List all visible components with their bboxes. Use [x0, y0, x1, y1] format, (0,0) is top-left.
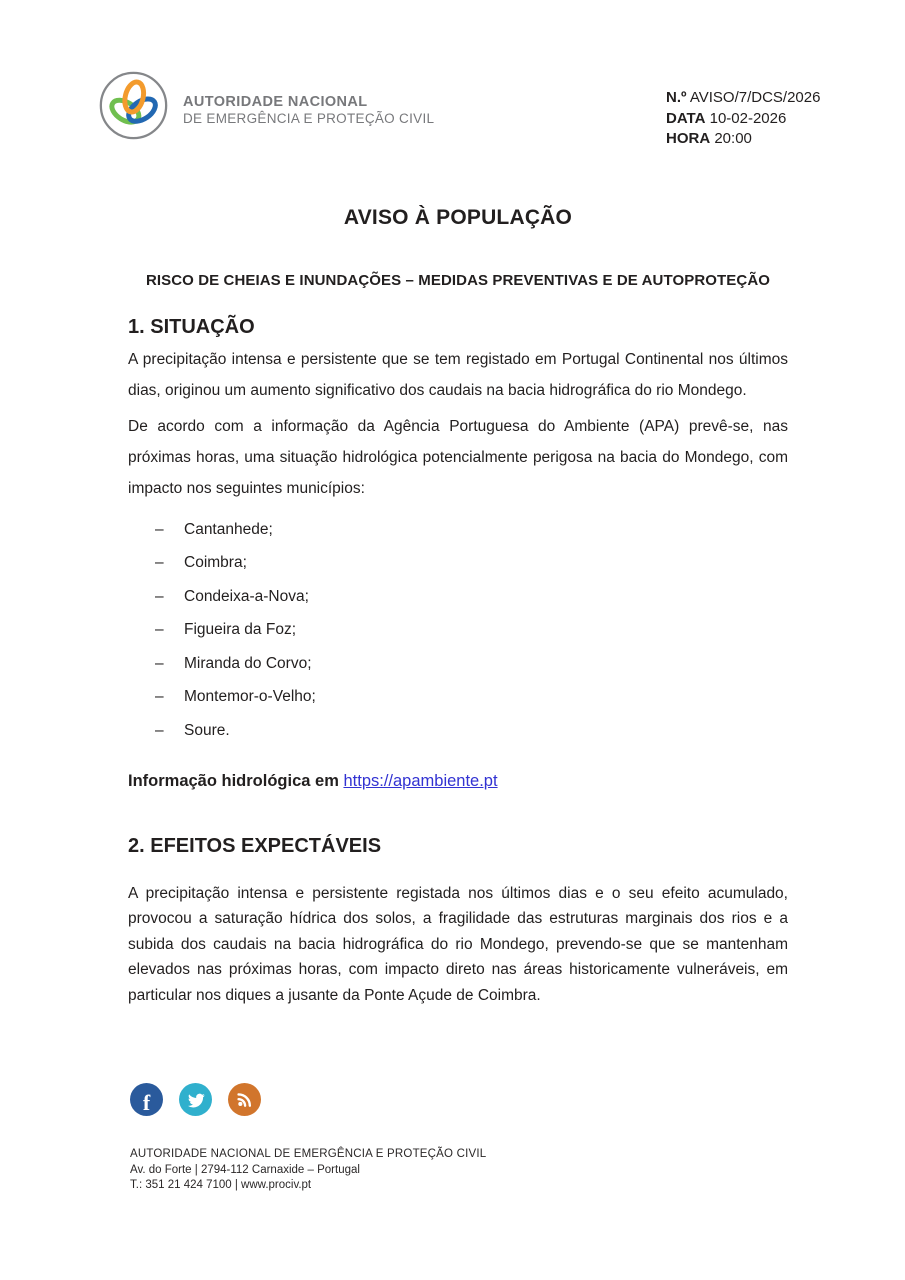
footer-contact: T.: 351 21 424 7100 | www.prociv.pt	[130, 1179, 312, 1191]
anepc-trefoil-icon	[98, 70, 169, 141]
twitter-bird-glyph	[186, 1090, 206, 1110]
dash-bullet: –	[155, 587, 164, 605]
meta-date-row	[666, 109, 820, 130]
list-item	[155, 647, 788, 681]
doc-subtitle: RISCO DE CHEIAS E INUNDAÇÕES – MEDIDAS PREVENTIVAS E DE AUTOPROTEÇÃO	[145, 272, 771, 289]
meta-number-value: AVISO/7/DCS/2026	[689, 89, 821, 106]
section-2-heading: 2. EFEITOS EXPECTÁVEIS	[128, 834, 382, 857]
municipality-list	[155, 513, 788, 748]
list-item	[155, 580, 788, 614]
dash-bullet: –	[155, 554, 164, 572]
meta-time-row	[666, 129, 820, 150]
meta-number-row	[666, 88, 820, 109]
dash-bullet: –	[155, 721, 164, 739]
hydro-info-label: Informação hidrológica em	[128, 771, 339, 790]
dash-bullet: –	[155, 621, 164, 639]
municipality-name: Montemor-o-Velho;	[184, 688, 316, 706]
dash-bullet: –	[155, 520, 164, 538]
page-footer	[130, 1083, 486, 1194]
facebook-glyph: f	[142, 1089, 151, 1115]
org-name-line1: AUTORIDADE NACIONAL	[183, 94, 368, 110]
municipality-name: Miranda do Corvo;	[184, 654, 312, 672]
anepc-logo	[98, 70, 434, 141]
municipality-name: Figueira da Foz;	[184, 621, 296, 639]
facebook-icon[interactable]	[130, 1083, 163, 1116]
rss-icon[interactable]	[228, 1083, 261, 1116]
org-name-line2: DE EMERGÊNCIA E PROTEÇÃO CIVIL	[183, 111, 435, 126]
list-item	[155, 513, 788, 547]
list-item	[155, 681, 788, 715]
social-links	[130, 1083, 486, 1116]
meta-date-label: DATA	[666, 109, 706, 127]
page-title: AVISO À POPULAÇÃO	[343, 206, 573, 229]
rss-waves-glyph	[235, 1090, 254, 1109]
section-1-heading: 1. SITUAÇÃO	[128, 316, 255, 338]
dash-bullet: –	[155, 688, 164, 706]
hydro-link[interactable]: https://apambiente.pt	[343, 771, 498, 790]
municipality-name: Cantanhede;	[184, 520, 273, 538]
list-item	[155, 614, 788, 648]
section-1-paragraph-1: A precipitação intensa e persistente que se tem registado em Portugal Continental nos últimos dias, originou um aumento significativo dos caudais na bacia hidrográfica do rio Mondego.	[128, 351, 788, 399]
municipality-name: Soure.	[184, 721, 230, 739]
meta-date-value: 10-02-2026	[709, 109, 787, 127]
page-header	[0, 0, 905, 160]
meta-number-label: N.º	[666, 89, 687, 106]
list-item	[155, 714, 788, 748]
footer-address: Av. do Forte | 2794-112 Carnaxide – Portugal	[130, 1163, 360, 1176]
twitter-icon[interactable]	[179, 1083, 212, 1116]
hydro-info-line	[128, 772, 788, 791]
meta-time-value: 20:00	[714, 130, 752, 147]
doc-meta	[666, 88, 820, 150]
document-body	[128, 206, 788, 1008]
section-1-paragraph-2: De acordo com a informação da Agência Portuguesa do Ambiente (APA) prevê-se, nas próximas horas, uma situação hidrológica potencialmente perigosa na bacia do Mondego, com impacto nos seguintes municípios:	[128, 418, 788, 497]
footer-text	[130, 1147, 486, 1194]
municipality-name: Coimbra;	[184, 554, 247, 572]
meta-time-label: HORA	[666, 130, 711, 147]
org-name	[183, 94, 434, 127]
municipality-name: Condeixa-a-Nova;	[184, 587, 309, 605]
list-item	[155, 547, 788, 581]
section-2-paragraph: A precipitação intensa e persistente registada nos últimos dias e o seu efeito acumulado, provocou a saturação hídrica dos solos, a fragilidade das estruturas marginais dos rios e a subida dos caudais na bacia hidrográfica do rio Mondego, prevendo-se que se mantenham elevados nas próximas horas, com impacto direto nas áreas historicamente vulneráveis, em particular nos diques a jusante da Ponte Açude de Coimbra.	[128, 884, 788, 1004]
dash-bullet: –	[155, 654, 164, 672]
footer-org: AUTORIDADE NACIONAL DE EMERGÊNCIA E PROTEÇÃO CIVIL	[130, 1148, 487, 1160]
